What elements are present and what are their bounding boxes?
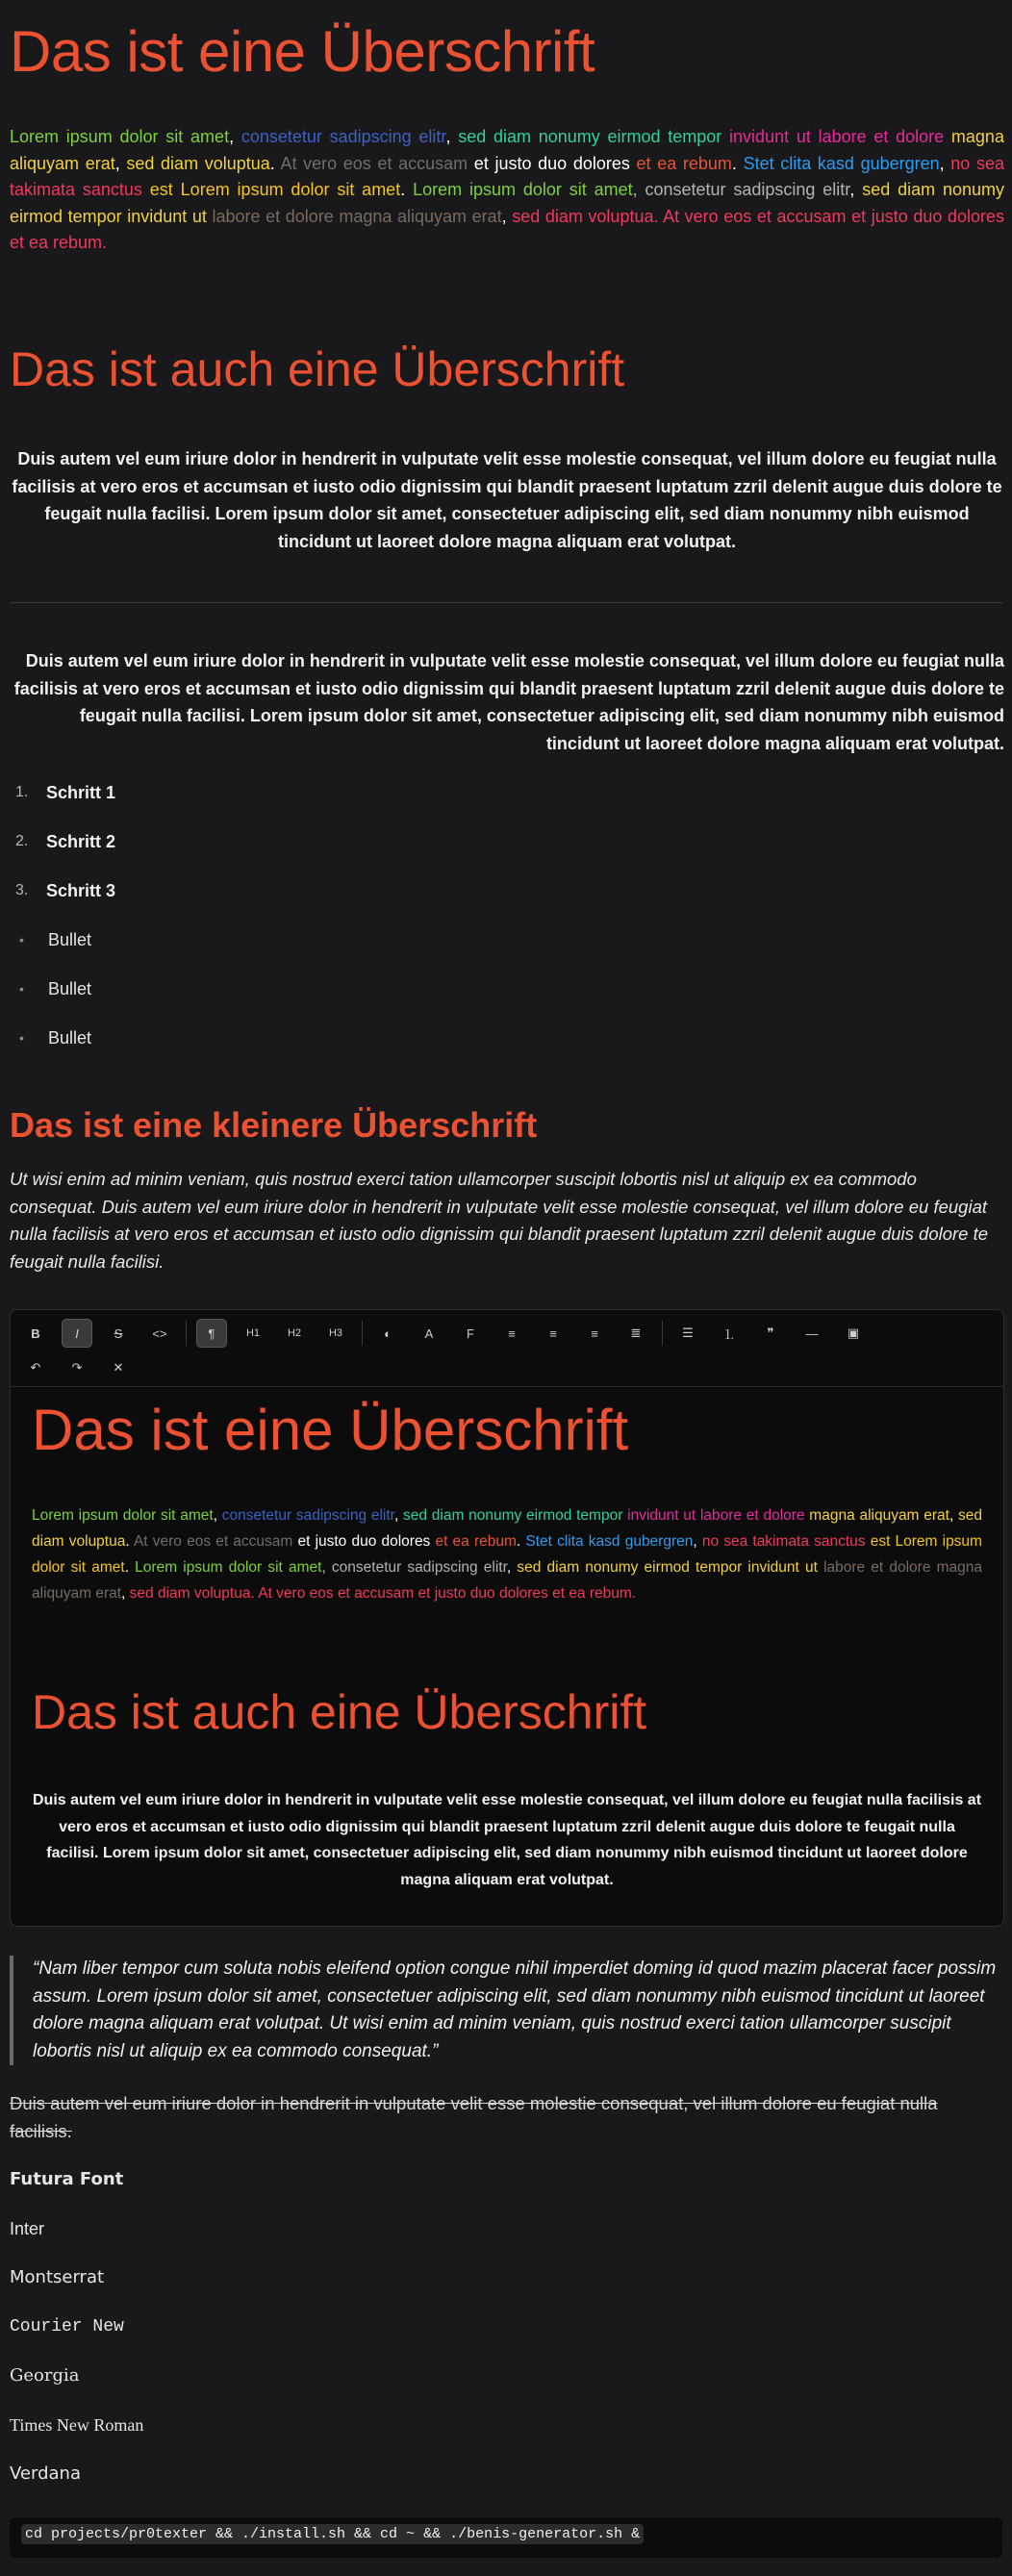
colored-text-segment[interactable]: et ea rebum — [435, 1533, 517, 1550]
colored-text-segment: sed diam voluptua. At vero eos et accusam et justo duo dolores et ea rebum. — [10, 206, 1004, 252]
align-left-button[interactable] — [496, 1319, 527, 1348]
bold-button[interactable] — [20, 1319, 51, 1348]
colored-text-segment: no sea takimata sanctus — [10, 153, 1004, 199]
colored-text-segment[interactable]: , consetetur sadipscing elitr — [321, 1559, 507, 1576]
colored-text-segment: . — [269, 153, 281, 173]
code-icon: <> — [152, 1326, 167, 1341]
colored-text-segment: invidunt ut labore et dolore — [729, 127, 945, 146]
heading-1: Das ist eine Überschrift — [10, 19, 595, 84]
editor-colored-paragraph[interactable] — [32, 1503, 982, 1606]
h2-icon: H2 — [287, 1327, 302, 1339]
bullet-list — [10, 926, 91, 1073]
colored-text-segment: magna aliquyam erat — [10, 127, 1004, 173]
clear-format-icon: ✕ — [113, 1360, 124, 1375]
colored-text-segment: sed diam voluptua — [126, 153, 270, 173]
colored-text-segment[interactable]: sed diam voluptua. At vero eos et accusam et justo duo dolores et ea rebum. — [129, 1585, 637, 1602]
align-left-icon: ≡ — [508, 1326, 516, 1341]
list-number: 2. — [15, 833, 29, 849]
font-size-icon: A — [424, 1326, 434, 1341]
colored-text-segment: , — [445, 127, 459, 146]
font-family-icon: F — [467, 1326, 474, 1341]
bold-centered-paragraph: Duis autem vel eum iriure dolor in hendrerit in vulputate velit esse molestie consequat, vel illum dolore eu feugiat nulla facilisis at vero eros et accumsan et iusto odio dignissim qui blandit praesent luptatum zzril delenit augue duis dolore te feugait nulla facilisi. Lorem ipsum dolor sit amet, consectetuer adipiscing elit, sed diam nonummy nibh euismod tincidunt ut laoreet dolore magna aliquam erat volutpat. — [12, 449, 1002, 551]
ordered-list-icon: ⒈ — [722, 1326, 736, 1342]
colored-text-segment: , — [501, 206, 513, 226]
colored-text-segment[interactable]: Lorem ipsum dolor sit amet — [135, 1559, 322, 1576]
colored-text-segment: consetetur sadipscing elitr — [240, 127, 446, 146]
list-item — [10, 975, 91, 1024]
colored-text-segment: Lorem ipsum dolor sit amet — [10, 127, 230, 146]
colored-text-segment[interactable]: At vero eos et accusam — [133, 1533, 293, 1550]
horizontal-rule — [10, 602, 1002, 603]
h1-icon: H1 — [245, 1327, 261, 1339]
inline-code: cd projects/pr0texter && ./install.sh && cd ~ && ./benis-generator.sh & — [21, 2524, 644, 2544]
font-sample-times: Times New Roman — [10, 2415, 144, 2435]
toolbar-separator — [662, 1321, 663, 1346]
list-item-label: Schritt 1 — [46, 783, 116, 802]
paragraph-button[interactable] — [196, 1319, 227, 1348]
list-item — [10, 828, 115, 877]
colored-text-segment[interactable]: sed diam nonumy eirmod tempor invidunt ut — [517, 1559, 818, 1576]
list-item — [10, 926, 91, 975]
colored-text-segment[interactable]: Stet clita kasd gubergren — [525, 1533, 694, 1550]
list-item-label: Bullet — [48, 1028, 92, 1048]
ordered-list-button[interactable] — [714, 1319, 745, 1348]
colored-text-segment[interactable]: , — [949, 1507, 958, 1524]
colored-text-segment: At vero eos et accusam — [280, 153, 468, 173]
colored-text-segment: , — [114, 153, 127, 173]
bullet-icon: • — [19, 981, 24, 997]
font-sample-georgia: Georgia — [10, 2365, 80, 2386]
colored-text-segment: . — [400, 180, 414, 199]
blockquote-button[interactable] — [755, 1319, 786, 1348]
blockquote-icon: ❞ — [767, 1326, 774, 1340]
colored-text-segment[interactable]: . — [124, 1559, 136, 1576]
bold-icon: B — [31, 1326, 40, 1341]
paragraph-icon: ¶ — [208, 1326, 215, 1341]
strikethrough-icon: S — [114, 1326, 123, 1341]
font-sample-montserrat: Montserrat — [10, 2267, 105, 2287]
font-sample-inter: Inter — [10, 2219, 45, 2238]
bullet-list-icon: ☰ — [682, 1326, 694, 1340]
colored-text-segment[interactable]: , — [693, 1533, 702, 1550]
align-right-icon: ≡ — [591, 1326, 598, 1341]
colored-text-segment: sed diam nonumy eirmod tempor invidunt ut — [10, 180, 1004, 226]
colored-text-segment[interactable]: , — [213, 1507, 222, 1524]
color-palette-button[interactable] — [372, 1319, 403, 1348]
align-justify-button[interactable] — [620, 1319, 651, 1348]
toolbar-separator — [186, 1321, 187, 1346]
colored-text-segment: , consetetur sadipscing elitr — [632, 180, 850, 199]
editor-heading-1[interactable]: Das ist eine Überschrift — [32, 1398, 629, 1462]
colored-text-segment[interactable]: , — [393, 1507, 404, 1524]
h1-button[interactable] — [238, 1319, 268, 1348]
editor-toolbar — [11, 1310, 1003, 1387]
image-button[interactable] — [838, 1319, 869, 1348]
italic-icon: I — [75, 1326, 79, 1341]
font-sample-verdana: Verdana — [10, 2463, 81, 2484]
align-center-button[interactable] — [538, 1319, 569, 1348]
colored-text-segment[interactable]: invidunt ut labore et dolore — [627, 1507, 805, 1524]
font-size-button[interactable] — [414, 1319, 444, 1348]
colored-text-segment[interactable]: consetetur sadipscing elitr — [221, 1507, 394, 1524]
toolbar-separator — [362, 1321, 363, 1346]
clear-format-button[interactable] — [103, 1353, 134, 1382]
colored-text-segment: , — [229, 127, 241, 146]
list-item-label: Schritt 3 — [46, 881, 116, 900]
editor-bold-paragraph[interactable]: Duis autem vel eum iriure dolor in hendrerit in vulputate velit esse molestie consequat, vel illum dolore eu feugiat nulla facilisis at vero eros et accumsan et iusto odio dignissim qui blandit praesent luptatum zzril delenit augue duis dolore te feugait nulla facilisi. Lorem ipsum dolor sit amet, consectetuer adipiscing elit, sed diam nonummy nibh euismod tincidunt ut laoreet dolore magna aliquam erat volutpat. — [32, 1792, 982, 1888]
editor-heading-2[interactable]: Das ist auch eine Überschrift — [32, 1685, 647, 1739]
colored-text-segment: Lorem ipsum dolor sit amet — [413, 180, 633, 199]
colored-text-segment: , — [939, 153, 951, 173]
horizontal-rule-icon: — — [805, 1326, 819, 1341]
colored-text-segment: , — [849, 180, 863, 199]
list-item-label: Bullet — [48, 979, 92, 998]
colored-text-segment[interactable]: Lorem ipsum dolor sit amet — [32, 1507, 214, 1524]
colored-text-segment[interactable]: sed diam nonumy eirmod tempor — [403, 1507, 628, 1524]
colored-paragraph — [10, 124, 1004, 257]
colored-text-segment[interactable]: , — [506, 1559, 518, 1576]
font-sample-courier: Courier New — [10, 2317, 124, 2336]
list-item — [10, 779, 115, 828]
list-item-label: Schritt 2 — [46, 832, 116, 851]
undo-icon: ↶ — [30, 1360, 41, 1375]
font-sample-futura: Futura Font — [10, 2169, 124, 2189]
image-icon: ▣ — [847, 1326, 860, 1340]
italic-paragraph: Ut wisi enim ad minim veniam, quis nostrud exerci tation ullamcorper suscipit lobortis nisl ut aliquip ex ea commodo consequat. Duis autem vel eum iriure dolor in hendrerit in vulputate velit esse molestie consequat, vel illum dolore eu feugiat nulla facilisis at vero eros et accumsan et iusto odio dignissim qui blandit praesent luptatum zzril delenit augue duis dolore te feugait nulla facilisi. — [10, 1169, 989, 1272]
list-item — [10, 1024, 91, 1073]
align-right-button[interactable] — [579, 1319, 610, 1348]
colored-text-segment[interactable]: . — [125, 1533, 134, 1550]
font-family-button[interactable] — [455, 1319, 486, 1348]
h3-icon: H3 — [328, 1327, 343, 1339]
colored-text-segment: et ea rebum — [636, 153, 732, 173]
strikethrough-paragraph: Duis autem vel eum iriure dolor in hendrerit in vulputate velit esse molestie consequat, vel illum dolore eu feugiat nulla facilisis. — [10, 2093, 938, 2141]
colored-text-segment[interactable]: , — [121, 1585, 130, 1602]
heading-2: Das ist auch eine Überschrift — [10, 342, 625, 396]
bullet-list-button[interactable] — [672, 1319, 703, 1348]
colored-text-segment: est Lorem ipsum dolor sit amet — [141, 180, 401, 199]
horizontal-rule-button[interactable] — [797, 1319, 827, 1348]
color-palette-icon: ◐ — [384, 1326, 392, 1341]
list-number: 1. — [15, 784, 29, 800]
colored-text-segment[interactable]: no sea takimata sanctus — [701, 1533, 866, 1550]
bullet-icon: • — [19, 932, 24, 947]
colored-text-segment: et justo duo dolores — [468, 153, 637, 173]
colored-text-segment: sed diam nonumy eirmod tempor — [458, 127, 730, 146]
font-samples — [10, 2166, 143, 2510]
bullet-icon: • — [19, 1030, 24, 1046]
redo-icon: ↷ — [71, 1360, 83, 1375]
heading-3: Das ist eine kleinere Überschrift — [10, 1105, 538, 1145]
colored-text-segment[interactable]: . — [516, 1533, 526, 1550]
h2-button[interactable] — [279, 1319, 310, 1348]
rich-text-editor[interactable] — [10, 1309, 1004, 1927]
code-block — [10, 2517, 1002, 2558]
colored-text-segment[interactable]: et justo duo dolores — [292, 1533, 436, 1550]
colored-text-segment: . — [731, 153, 744, 173]
italic-button[interactable] — [62, 1319, 92, 1348]
bold-right-paragraph: Duis autem vel eum iriure dolor in hendrerit in vulputate velit esse molestie consequat, vel illum dolore eu feugiat nulla facilisis at vero eros et accumsan et iusto odio dignissim qui blandit praesent luptatum zzril delenit augue duis dolore te feugait nulla facilisi. Lorem ipsum dolor sit amet, consectetuer adipiscing elit, sed diam nonummy nibh euismod tincidunt ut laoreet dolore magna aliquam erat volutpat. — [13, 651, 1004, 753]
colored-text-segment: Stet clita kasd gubergren — [743, 153, 940, 173]
colored-text-segment: labore et dolore magna aliquyam erat — [206, 206, 502, 226]
list-number: 3. — [15, 882, 29, 898]
h3-button[interactable] — [320, 1319, 351, 1348]
list-item — [10, 877, 115, 926]
strikethrough-button[interactable] — [103, 1319, 134, 1348]
colored-text-segment[interactable]: magna aliquyam erat — [804, 1507, 949, 1524]
redo-button[interactable] — [62, 1353, 92, 1382]
blockquote: “Nam liber tempor cum soluta nobis eleifend option congue nihil imperdiet doming id quod mazim placerat facer possim assum. Lorem ipsum dolor sit amet, consectetuer adipiscing elit, sed diam nonummy nibh euismod tincidunt ut laoreet dolore magna aliquam erat volutpat. Ut wisi enim ad minim veniam, quis nostrud exerci tation ullamcorper suscipit lobortis nisl ut aliquip ex ea commodo consequat.” — [10, 1956, 1004, 2065]
ordered-list — [10, 779, 115, 926]
undo-button[interactable] — [20, 1353, 51, 1382]
colored-text-segment[interactable]: est Lorem ipsum dolor sit amet — [32, 1533, 982, 1576]
toolbar-row — [20, 1352, 994, 1383]
list-item-label: Bullet — [48, 930, 92, 949]
align-center-icon: ≡ — [549, 1326, 557, 1341]
align-justify-icon: ≣ — [630, 1326, 642, 1340]
toolbar-row — [20, 1318, 994, 1349]
colored-text-segment[interactable]: sed diam voluptua — [32, 1507, 982, 1550]
code-button[interactable] — [144, 1319, 175, 1348]
colored-text-segment[interactable]: labore et dolore magna aliquyam erat — [32, 1559, 982, 1602]
